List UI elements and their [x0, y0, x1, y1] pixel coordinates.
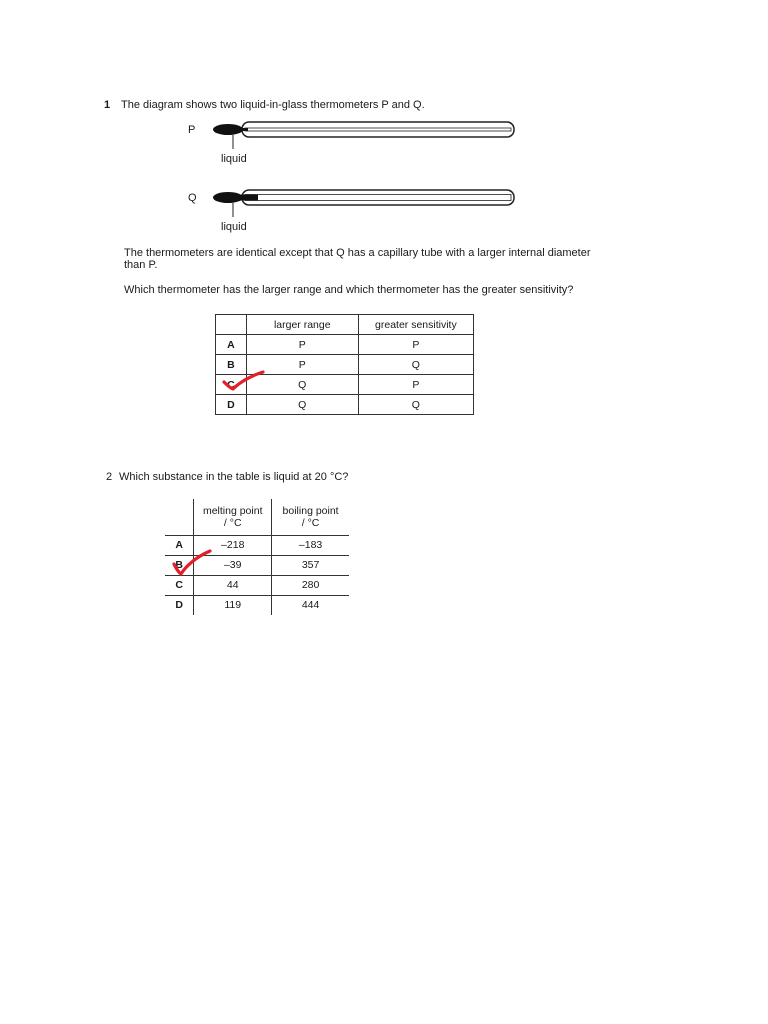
option-letter: B — [216, 355, 247, 375]
table-row — [216, 335, 474, 355]
boiling-point-cell: 444 — [272, 595, 349, 615]
q2-header-melting-point — [194, 499, 272, 535]
table-row — [165, 535, 349, 555]
thermometer-p-label: P — [188, 124, 196, 136]
table-row — [165, 575, 349, 595]
greater-sensitivity-cell: Q — [358, 355, 473, 375]
larger-range-cell: P — [246, 355, 358, 375]
liquid-label-p: liquid — [221, 153, 247, 165]
table-row — [216, 355, 474, 375]
table-row — [216, 395, 474, 415]
q1-number: 1 — [104, 99, 111, 111]
q2-header-empty — [165, 499, 194, 535]
q1-question: Which thermometer has the larger range and which thermometer has the greater sensitivity? — [124, 284, 574, 296]
boiling-point-label: boiling point — [282, 504, 339, 517]
boiling-point-cell: 357 — [272, 555, 349, 575]
option-letter: B — [165, 555, 194, 575]
table-row — [165, 595, 349, 615]
q2-header-boiling-point — [272, 499, 349, 535]
q1-stem: The diagram shows two liquid-in-glass thermometers P and Q. — [121, 99, 425, 111]
liquid-label-q: liquid — [221, 221, 247, 233]
boiling-point-cell: –183 — [272, 535, 349, 555]
larger-range-cell: Q — [246, 395, 358, 415]
q2-question: Which substance in the table is liquid at 20 °C? — [119, 471, 349, 483]
q1-header-empty — [216, 315, 247, 335]
option-letter: A — [165, 535, 194, 555]
melting-point-label: melting point — [202, 504, 263, 517]
q1-description-line2: than P. — [124, 259, 158, 271]
thermometer-q — [206, 186, 518, 218]
q2-substance-table — [165, 499, 349, 615]
melting-point-unit: / °C — [223, 516, 242, 529]
thermometer-q-label: Q — [188, 192, 197, 204]
option-letter: A — [216, 335, 247, 355]
boiling-point-unit: / °C — [301, 516, 320, 529]
q2-number: 2 — [106, 471, 113, 483]
thermometer-p — [206, 118, 518, 150]
greater-sensitivity-cell: Q — [358, 395, 473, 415]
option-letter: C — [165, 575, 194, 595]
option-letter: C — [216, 375, 247, 395]
table-row — [165, 555, 349, 575]
melting-point-cell: 119 — [194, 595, 272, 615]
q1-header-larger-range: larger range — [246, 315, 358, 335]
q1-answer-table — [215, 314, 474, 415]
larger-range-cell: P — [246, 335, 358, 355]
option-letter: D — [216, 395, 247, 415]
greater-sensitivity-cell: P — [358, 375, 473, 395]
q1-header-greater-sensitivity: greater sensitivity — [358, 315, 473, 335]
greater-sensitivity-cell: P — [358, 335, 473, 355]
option-letter: D — [165, 595, 194, 615]
melting-point-cell: 44 — [194, 575, 272, 595]
q1-description-line1: The thermometers are identical except that Q has a capillary tube with a larger internal diameter — [124, 247, 591, 259]
boiling-point-cell: 280 — [272, 575, 349, 595]
melting-point-cell: –39 — [194, 555, 272, 575]
table-row — [216, 375, 474, 395]
larger-range-cell: Q — [246, 375, 358, 395]
melting-point-cell: –218 — [194, 535, 272, 555]
